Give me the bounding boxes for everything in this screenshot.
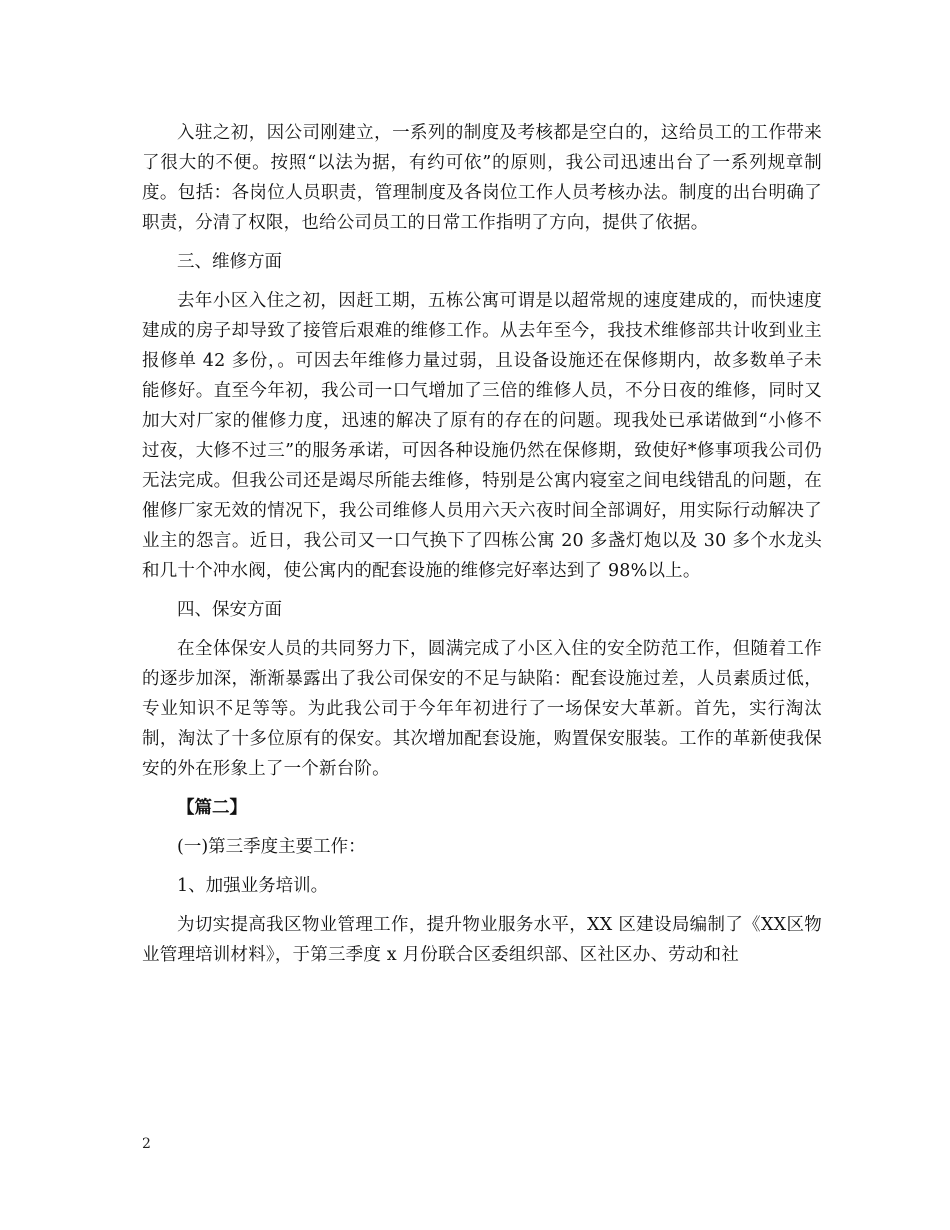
paragraph-regulations: 入驻之初，因公司刚建立，一系列的制度及考核都是空白的，这给员工的工作带来了很大的不便。按照“以法为据，有约可依”的原则，我公司迅速出台了一系列规章制度。包括：各岗位人员职责，管理制度及各岗位工作人员考核办法。制度的出台明确了职责，分清了权限，也给公司员工的日常工作指明了方向，提供了依据。 [142, 123, 822, 233]
paragraph-security: 在全体保安人员的共同努力下，圆满完成了小区入住的安全防范工作，但随着工作的逐步加深，渐渐暴露出了我公司保安的不足与缺陷：配套设施过差，人员素质过低，专业知识不足等等。为此我公司于今年年初进行了一场保安大革新。首先，实行淘汰制，淘汰了十多位原有的保安。其次增加配套设施，购置保安服装。工作的革新使我保安的外在形象上了一个新台阶。 [142, 639, 822, 779]
document-body [142, 118, 822, 970]
heading-part-two: 【篇二】 [177, 798, 247, 818]
paragraph-training: 为切实提高我区物业管理工作，提升物业服务水平，XX 区建设局编制了《XX区物业管理培训材料》，于第三季度 x 月份联合区委组织部、区社区办、劳动和社 [142, 915, 822, 965]
paragraph-maintenance: 去年小区入住之初，因赶工期，五栋公寓可谓是以超常规的速度建成的，而快速度建成的房子却导致了接管后艰难的维修工作。从去年至今，我技术维修部共计收到业主报修单 42 多份，。可因去年维修力量过弱，且设备设施还在保修期内，故多数单子未能修好。直至今年初，我公司一口气增加了三倍的维修人员，不分日夜的维修，同时又加大对厂家的催修力度，迅速的解决了原有的存在的问题。现我处已承诺做到“小修不过夜，大修不过三”的服务承诺，可因各种设施仍然在保修期，致使好*修事项我公司仍无法完成。但我公司还是竭尽所能去维修，特别是公寓内寝室之间电线错乱的问题，在催修厂家无效的情况下，我公司维修人员用六天六夜时间全部调好，用实际行动解决了业主的怨言。近日，我公司又一口气换下了四栋公寓 20 多盏灯炮以及 30 多个水龙头和几十个冲水阀，使公寓内的配套设施的维修完好率达到了 98%以上。 [142, 291, 822, 581]
heading-training: 1、加强业务培训。 [177, 876, 329, 896]
heading-q3-work: (一)第三季度主要工作： [177, 837, 366, 857]
heading-maintenance: 三、维修方面 [177, 252, 282, 272]
heading-security: 四、保安方面 [177, 600, 282, 620]
page-number: 2 [142, 1136, 151, 1152]
